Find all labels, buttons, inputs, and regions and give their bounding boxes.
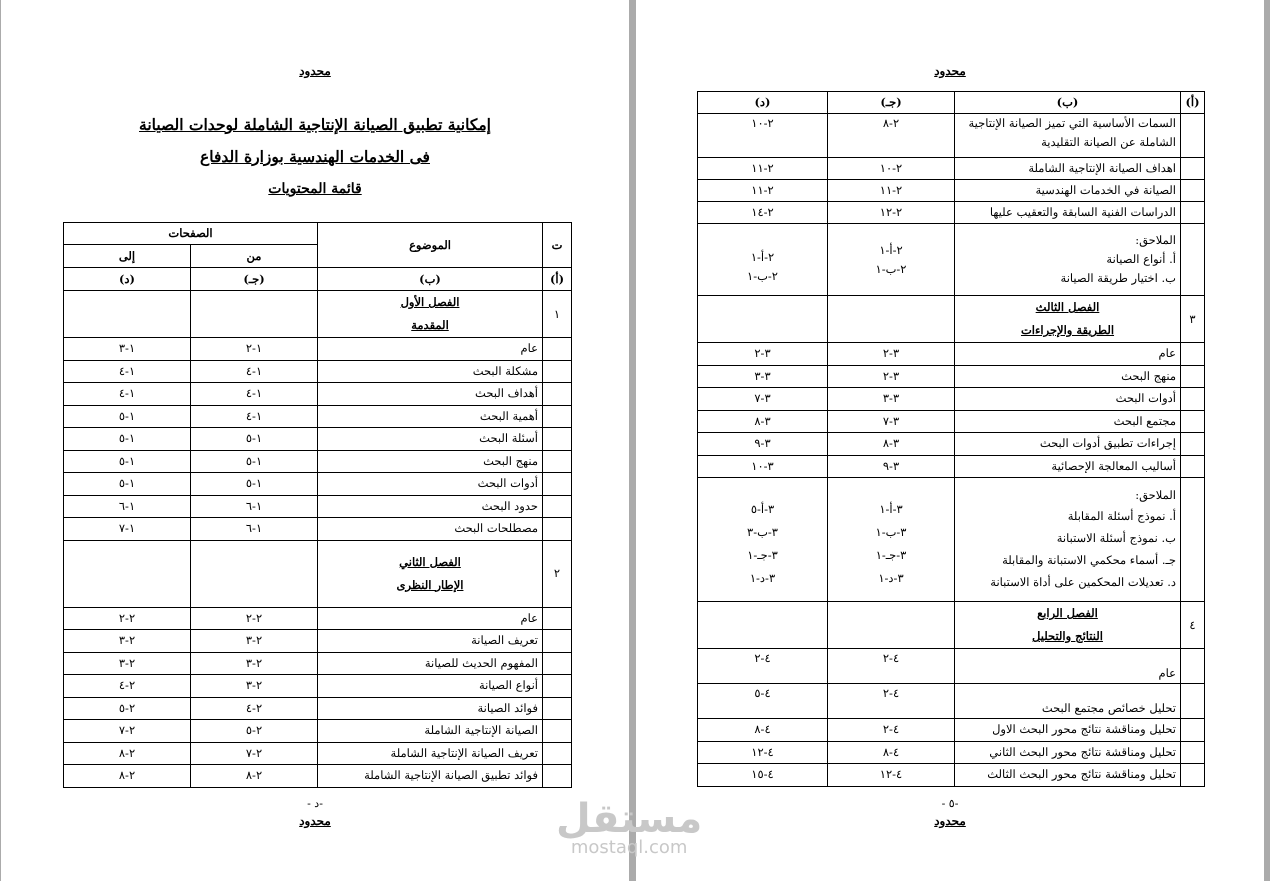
chapter-title: الفصل الرابع <box>1037 606 1098 620</box>
toc-to: ٢-٧ <box>64 720 191 743</box>
col-label-c: (جـ) <box>828 92 955 114</box>
toc-topic: السمات الأساسية التي تميز الصيانة الإنتاجية الشاملة عن الصيانة التقليدية <box>955 114 1181 158</box>
toc-row <box>698 365 1205 388</box>
toc-from: ٢-٣ <box>191 630 318 653</box>
toc-to: ٣-٩ <box>698 433 828 456</box>
appendix-from: ٣-جـ-١ <box>875 547 907 562</box>
toc-from: ٢-٨ <box>191 765 318 788</box>
toc-from: ٢-٧ <box>191 742 318 765</box>
col-header-from: من <box>191 245 318 268</box>
chapter-subtitle: النتائج والتحليل <box>1032 629 1103 643</box>
toc-to: ١-٤ <box>64 383 191 406</box>
document-page-right <box>636 0 1264 881</box>
appendix-from: ٣-ب-١ <box>875 524 907 539</box>
toc-from: ٤-٢ <box>828 684 955 719</box>
appendix-item: أ. أنواع الصيانة <box>1106 252 1176 266</box>
toc-row <box>698 433 1205 456</box>
toc-row <box>698 114 1205 158</box>
toc-from: ١-٢ <box>191 338 318 361</box>
col-header-number: ت <box>543 223 572 268</box>
toc-row <box>698 741 1205 764</box>
toc-to: ٢-٣ <box>64 630 191 653</box>
toc-topic: منهج البحث <box>318 450 543 473</box>
toc-row <box>64 742 572 765</box>
chapter-title: الفصل الثاني <box>399 554 461 569</box>
toc-from: ٤-٨ <box>828 741 955 764</box>
toc-to: ١-٦ <box>64 495 191 518</box>
table-of-contents-heading: قائمة المحتويات <box>268 181 362 197</box>
toc-from: ٢-١٠ <box>828 158 955 180</box>
chapter-number: ٣ <box>1181 296 1205 343</box>
toc-row <box>698 764 1205 787</box>
chapter-row <box>64 540 572 607</box>
appendix-title: الملاحق: <box>1135 233 1176 247</box>
toc-row <box>64 338 572 361</box>
toc-topic: الصيانة في الخدمات الهندسية <box>955 180 1181 202</box>
chapter-heading <box>318 540 543 607</box>
appendix-to: ٣-أ-٥ <box>750 501 775 516</box>
appendix-title: الملاحق: <box>1135 488 1176 502</box>
toc-to: ٣-١٠ <box>698 455 828 478</box>
appendix-from: ٢-ب-١ <box>875 261 907 276</box>
toc-to: ٤-٢ <box>698 649 828 684</box>
toc-to: ٤-٨ <box>698 719 828 742</box>
col-header-to: إلى <box>64 245 191 268</box>
document-title-line1: إمكانية تطبيق الصيانة الإنتاجية الشاملة لوحدات الصيانة <box>139 115 491 134</box>
toc-row <box>64 383 572 406</box>
toc-from: ٣-٩ <box>828 455 955 478</box>
toc-topic: أنواع الصيانة <box>318 675 543 698</box>
toc-topic: مصطلحات البحث <box>318 518 543 541</box>
col-label-d: (د) <box>64 268 191 291</box>
document-page-left <box>1 0 629 881</box>
toc-to: ١-٧ <box>64 518 191 541</box>
toc-topic: المفهوم الحديث للصيانة <box>318 652 543 675</box>
appendix-from: ٢-أ-١ <box>879 242 903 257</box>
toc-to: ٢-٢ <box>64 607 191 630</box>
toc-row <box>64 405 572 428</box>
toc-row <box>64 518 572 541</box>
toc-from: ١-٤ <box>191 383 318 406</box>
chapter-heading <box>955 602 1181 649</box>
toc-topic: تحليل ومناقشة نتائج محور البحث الثاني <box>955 741 1181 764</box>
toc-row <box>698 455 1205 478</box>
toc-row <box>64 473 572 496</box>
toc-topic: تعريف الصيانة الإنتاجية الشاملة <box>318 742 543 765</box>
toc-to: ٢-٨ <box>64 765 191 788</box>
toc-row <box>64 607 572 630</box>
toc-topic: حدود البحث <box>318 495 543 518</box>
toc-to: ٣-٢ <box>698 343 828 366</box>
toc-from: ٤-٢ <box>828 649 955 684</box>
appendix-item: ب. اختيار طريقة الصيانة <box>1060 271 1176 285</box>
toc-topic: تحليل ومناقشة نتائج محور البحث الاول <box>955 719 1181 742</box>
chapter-heading <box>318 291 543 338</box>
toc-row <box>698 202 1205 224</box>
toc-to: ٢-١١ <box>698 158 828 180</box>
toc-topic: مجتمع البحث <box>955 410 1181 433</box>
toc-from: ٣-٣ <box>828 388 955 411</box>
toc-to: ٢-٤ <box>64 675 191 698</box>
watermark-domain: mostaql.com <box>570 837 688 858</box>
col-label-c: (جـ) <box>191 268 318 291</box>
toc-from: ٤-٢ <box>828 719 955 742</box>
chapter-number: ١ <box>543 291 572 338</box>
toc-row <box>698 719 1205 742</box>
toc-topic: أهداف البحث <box>318 383 543 406</box>
toc-row <box>64 697 572 720</box>
col-label-b: (ب) <box>955 92 1181 114</box>
col-header-pages: الصفحات <box>64 223 318 245</box>
toc-row <box>698 343 1205 366</box>
toc-row <box>64 675 572 698</box>
toc-topic: إجراءات تطبيق أدوات البحث <box>955 433 1181 456</box>
toc-from: ٢-١٢ <box>828 202 955 224</box>
toc-to: ٢-١١ <box>698 180 828 202</box>
toc-to: ١-٤ <box>64 360 191 383</box>
toc-row <box>698 410 1205 433</box>
chapter-row <box>698 296 1205 343</box>
document-title-line2: فى الخدمات الهندسية بوزارة الدفاع <box>200 147 430 166</box>
toc-to: ٢-٥ <box>64 697 191 720</box>
toc-to: ٢-١٠ <box>698 114 828 158</box>
toc-topic: فوائد الصيانة <box>318 697 543 720</box>
toc-to: ١-٥ <box>64 450 191 473</box>
toc-from: ٢-٣ <box>191 675 318 698</box>
toc-row <box>64 495 572 518</box>
watermark-logo-text: مستقل <box>556 796 703 842</box>
appendix-item: جـ. أسماء محكمي الاستبانة والمقابلة <box>1002 553 1176 567</box>
toc-from: ١-٦ <box>191 495 318 518</box>
toc-row <box>698 158 1205 180</box>
toc-from: ٢-١١ <box>828 180 955 202</box>
chapter-subtitle: المقدمة <box>411 318 449 332</box>
appendix-to: ٣-ب-٣ <box>747 524 778 539</box>
chapter-heading <box>955 296 1181 343</box>
appendix-to: ٢-ب-١ <box>747 268 778 283</box>
appendix-item: أ. نموذج أسئلة المقابلة <box>1067 509 1176 523</box>
toc-topic: اهداف الصيانة الإنتاجية الشاملة <box>955 158 1181 180</box>
toc-from: ١-٥ <box>191 428 318 451</box>
appendix-item: ب. نموذج أسئلة الاستبانة <box>1056 531 1176 545</box>
toc-from: ١-٤ <box>191 360 318 383</box>
chapter-title: الفصل الأول <box>400 295 460 309</box>
chapter-number: ٤ <box>1181 602 1205 649</box>
col-label-d: (د) <box>698 92 828 114</box>
toc-to: ٢-٨ <box>64 742 191 765</box>
toc-topic: عام <box>955 649 1181 684</box>
toc-topic: أدوات البحث <box>318 473 543 496</box>
toc-to: ٢-١٤ <box>698 202 828 224</box>
toc-row <box>698 684 1205 719</box>
toc-from: ١-٤ <box>191 405 318 428</box>
toc-to: ٤-١٢ <box>698 741 828 764</box>
appendix-from: ٣-أ-١ <box>879 501 903 516</box>
toc-topic: عام <box>955 343 1181 366</box>
toc-from: ٣-٢ <box>828 343 955 366</box>
appendix-row <box>698 224 1205 296</box>
page-number: - ٥- <box>941 797 959 810</box>
toc-row <box>64 428 572 451</box>
toc-to: ١-٣ <box>64 338 191 361</box>
toc-row <box>64 630 572 653</box>
appendix-to: ٣-د-١ <box>749 570 776 585</box>
chapter-title: الفصل الثالث <box>1035 300 1100 314</box>
toc-to: ٢-٣ <box>64 652 191 675</box>
toc-to: ١-٥ <box>64 405 191 428</box>
toc-topic: منهج البحث <box>955 365 1181 388</box>
toc-row <box>64 720 572 743</box>
toc-topic: تحليل ومناقشة نتائج محور البحث الثالث <box>955 764 1181 787</box>
classification-header: محدود <box>299 64 331 78</box>
toc-topic: أهمية البحث <box>318 405 543 428</box>
chapter-row <box>64 291 572 338</box>
toc-to: ٤-٥ <box>698 684 828 719</box>
toc-row <box>698 649 1205 684</box>
contents-table-right <box>697 91 1205 787</box>
col-header-topic: الموضوع <box>318 223 543 268</box>
chapter-row <box>698 602 1205 649</box>
col-label-b: (ب) <box>318 268 543 291</box>
toc-to: ٤-١٥ <box>698 764 828 787</box>
toc-from: ٤-١٢ <box>828 764 955 787</box>
toc-topic: أدوات البحث <box>955 388 1181 411</box>
toc-row <box>64 765 572 788</box>
contents-table-left <box>63 222 572 788</box>
toc-row <box>64 360 572 383</box>
toc-topic: عام <box>318 338 543 361</box>
toc-to: ٣-٣ <box>698 365 828 388</box>
appendix-list <box>955 478 1181 602</box>
toc-topic: أسئلة البحث <box>318 428 543 451</box>
toc-from: ١-٥ <box>191 473 318 496</box>
appendix-list <box>955 224 1181 296</box>
chapter-subtitle: الإطار النظرى <box>396 577 464 592</box>
toc-row <box>698 388 1205 411</box>
toc-row <box>64 450 572 473</box>
toc-from: ٣-٧ <box>828 410 955 433</box>
toc-topic: الصيانة الإنتاجية الشاملة <box>318 720 543 743</box>
col-label-a: (أ) <box>1181 92 1205 114</box>
classification-header: محدود <box>934 64 966 78</box>
toc-topic: فوائد تطبيق الصيانة الإنتاجية الشاملة <box>318 765 543 788</box>
appendix-from: ٣-د-١ <box>878 570 904 585</box>
toc-to: ٣-٧ <box>698 388 828 411</box>
toc-topic: تعريف الصيانة <box>318 630 543 653</box>
toc-row <box>64 652 572 675</box>
toc-to: ١-٥ <box>64 473 191 496</box>
appendix-row <box>698 478 1205 602</box>
toc-topic: أساليب المعالجة الإحصائية <box>955 455 1181 478</box>
appendix-to: ٢-أ-١ <box>750 249 775 264</box>
toc-topic: مشكلة البحث <box>318 360 543 383</box>
col-label-a: (أ) <box>543 268 572 291</box>
toc-topic: عام <box>318 607 543 630</box>
mostaql-watermark <box>556 796 703 858</box>
toc-to: ١-٥ <box>64 428 191 451</box>
toc-from: ٢-٤ <box>191 697 318 720</box>
chapter-subtitle: الطريقة والإجراءات <box>1020 323 1115 337</box>
appendix-item: د. تعديلات المحكمين على أداة الاستبانة <box>990 575 1176 589</box>
toc-from: ٢-٣ <box>191 652 318 675</box>
toc-from: ٢-٥ <box>191 720 318 743</box>
toc-topic: تحليل خصائص مجتمع البحث <box>955 684 1181 719</box>
toc-from: ١-٦ <box>191 518 318 541</box>
chapter-number: ٢ <box>543 540 572 607</box>
toc-from: ٣-٨ <box>828 433 955 456</box>
toc-topic: الدراسات الفنية السابقة والتعقيب عليها <box>955 202 1181 224</box>
toc-from: ١-٥ <box>191 450 318 473</box>
toc-to: ٣-٨ <box>698 410 828 433</box>
toc-row <box>698 180 1205 202</box>
classification-footer: محدود <box>299 814 331 828</box>
toc-from: ٣-٢ <box>828 365 955 388</box>
toc-from: ٢-٨ <box>828 114 955 158</box>
classification-footer: محدود <box>934 814 966 828</box>
appendix-to: ٣-جـ-١ <box>747 547 778 562</box>
toc-from: ٢-٢ <box>191 607 318 630</box>
page-number: - د- <box>307 797 323 810</box>
